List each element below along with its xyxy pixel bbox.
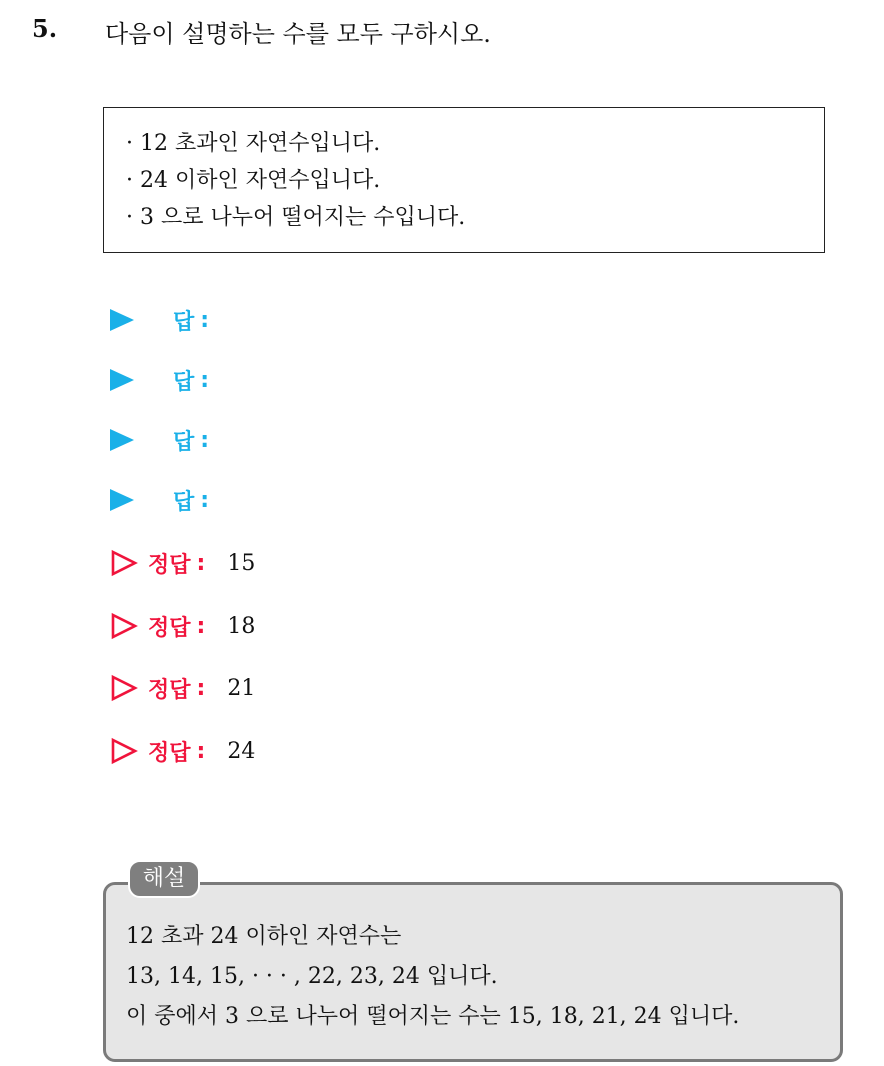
solution-label: 정답 xyxy=(148,552,191,578)
solution-label: 정답 xyxy=(148,677,191,703)
conditions-box xyxy=(103,107,825,253)
filled-right-triangle-icon xyxy=(110,367,136,393)
solution-row xyxy=(110,734,255,768)
answer-row[interactable] xyxy=(110,483,209,517)
answer-colon: : xyxy=(200,487,210,513)
explanation-text xyxy=(126,917,739,1037)
explanation-line: 이 중에서 3 으로 나누어 떨어지는 수는 15, 18, 21, 24 입니다. xyxy=(126,1004,740,1029)
solution-label: 정답 xyxy=(148,615,191,641)
answer-colon: : xyxy=(200,367,210,393)
solution-row xyxy=(110,671,255,705)
outline-right-triangle-icon xyxy=(110,737,138,765)
solution-colon: : xyxy=(196,738,206,764)
filled-right-triangle-icon xyxy=(110,427,136,453)
answer-label: 답 xyxy=(173,429,195,455)
condition-item: · 24 이하인 자연수입니다. xyxy=(126,168,381,193)
solution-row xyxy=(110,609,255,643)
filled-right-triangle-icon xyxy=(110,487,136,513)
solution-value: 21 xyxy=(227,675,256,701)
outline-right-triangle-icon xyxy=(110,612,138,640)
filled-right-triangle-icon xyxy=(110,307,136,333)
explanation-tag: 해설 xyxy=(128,860,200,898)
condition-item: · 3 으로 나누어 떨어지는 수입니다. xyxy=(126,205,466,230)
solution-colon: : xyxy=(196,613,206,639)
answer-colon: : xyxy=(200,427,210,453)
outline-right-triangle-icon xyxy=(110,549,138,577)
question-number: 5. xyxy=(32,14,58,43)
solution-row xyxy=(110,546,255,580)
condition-item: · 12 초과인 자연수입니다. xyxy=(126,131,381,156)
answer-label: 답 xyxy=(173,309,195,335)
outline-right-triangle-icon xyxy=(110,674,138,702)
answer-row[interactable] xyxy=(110,423,209,457)
answer-label: 답 xyxy=(173,369,195,395)
answer-row[interactable] xyxy=(110,363,209,397)
explanation-line: 13, 14, 15, · · · , 22, 23, 24 입니다. xyxy=(126,964,498,989)
explanation-line: 12 초과 24 이하인 자연수는 xyxy=(126,924,402,949)
answer-row[interactable] xyxy=(110,303,209,337)
solution-colon: : xyxy=(196,675,206,701)
answer-colon: : xyxy=(200,307,210,333)
solution-value: 15 xyxy=(227,550,256,576)
solution-value: 18 xyxy=(227,613,256,639)
solution-label: 정답 xyxy=(148,740,191,766)
question-text: 다음이 설명하는 수를 모두 구하시오. xyxy=(105,20,491,48)
solution-colon: : xyxy=(196,550,206,576)
answer-label: 답 xyxy=(173,489,195,515)
solution-value: 24 xyxy=(227,738,256,764)
